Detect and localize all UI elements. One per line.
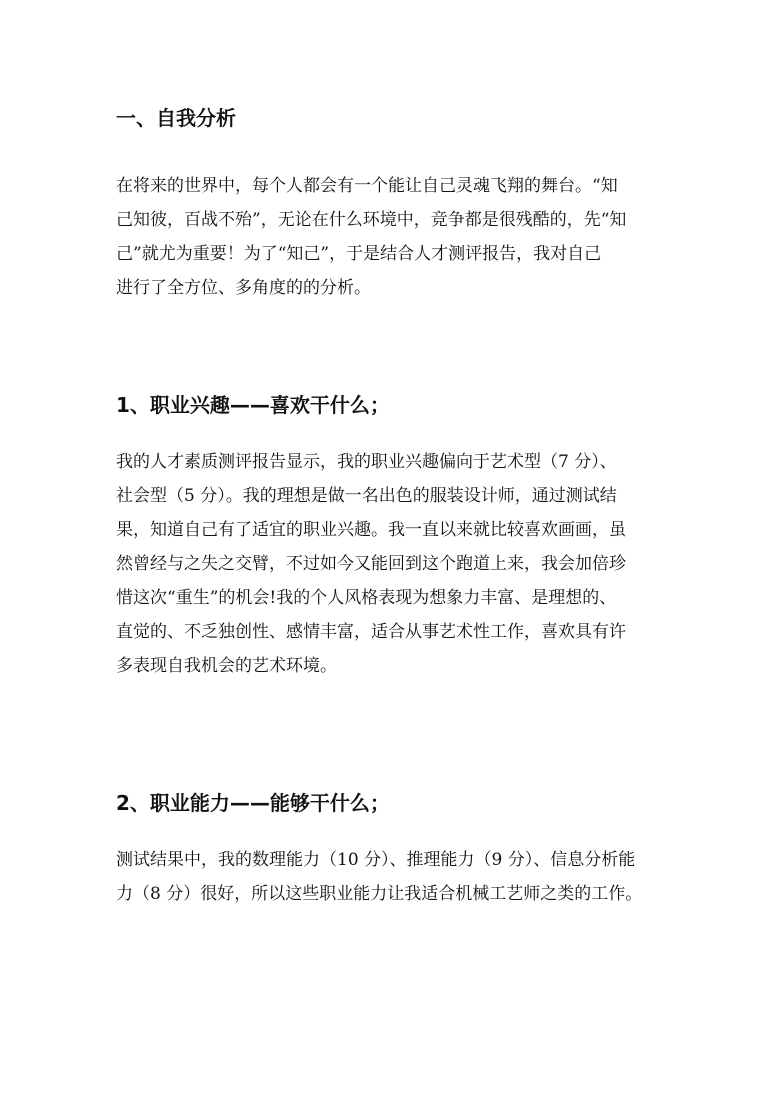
ability-paragraph bbox=[116, 843, 676, 911]
subsection-title-ability: 2、职业能力——能够干什么； bbox=[116, 791, 390, 815]
paragraph-line: 社会型（5 分）。我的理想是做一名出色的服装设计师，通过测试结 bbox=[116, 486, 617, 506]
paragraph-line: 果，知道自己有了适宜的职业兴趣。我一直以来就比较喜欢画画，虽 bbox=[116, 520, 626, 540]
paragraph-line: 惜这次“重生”的机会!我的个人风格表现为想象力丰富、是理想的、 bbox=[116, 588, 617, 608]
paragraph-line: 己”就尤为重要！为了“知己”，于是结合人才测评报告，我对自己 bbox=[116, 244, 602, 264]
section-title: 一、自我分析 bbox=[116, 106, 236, 130]
paragraph-line: 测试结果中，我的数理能力（10 分）、推理能力（9 分）、信息分析能 bbox=[116, 850, 636, 870]
paragraph-line: 多表现自我机会的艺术环境。 bbox=[116, 656, 337, 676]
intro-paragraph bbox=[116, 169, 676, 305]
paragraph-line: 己知彼，百战不殆”，无论在什么环境中，竞争都是很残酷的，先“知 bbox=[116, 210, 627, 230]
paragraph-line: 在将来的世界中，每个人都会有一个能让自己灵魂飞翔的舞台。“知 bbox=[116, 176, 618, 196]
paragraph-line: 然曾经与之失之交臂，不过如今又能回到这个跑道上来，我会加倍珍 bbox=[116, 554, 626, 574]
paragraph-line: 力（8 分）很好，所以这些职业能力让我适合机械工艺师之类的工作。 bbox=[116, 884, 643, 904]
paragraph-line: 直觉的、不乏独创性、感情丰富，适合从事艺术性工作，喜欢具有许 bbox=[116, 622, 626, 642]
subsection-title-interest: 1、职业兴趣——喜欢干什么； bbox=[116, 393, 390, 417]
interest-paragraph bbox=[116, 445, 676, 683]
paragraph-line: 我的人才素质测评报告显示，我的职业兴趣偏向于艺术型（7 分）、 bbox=[116, 452, 617, 472]
paragraph-line: 进行了全方位、多角度的的分析。 bbox=[116, 278, 371, 298]
